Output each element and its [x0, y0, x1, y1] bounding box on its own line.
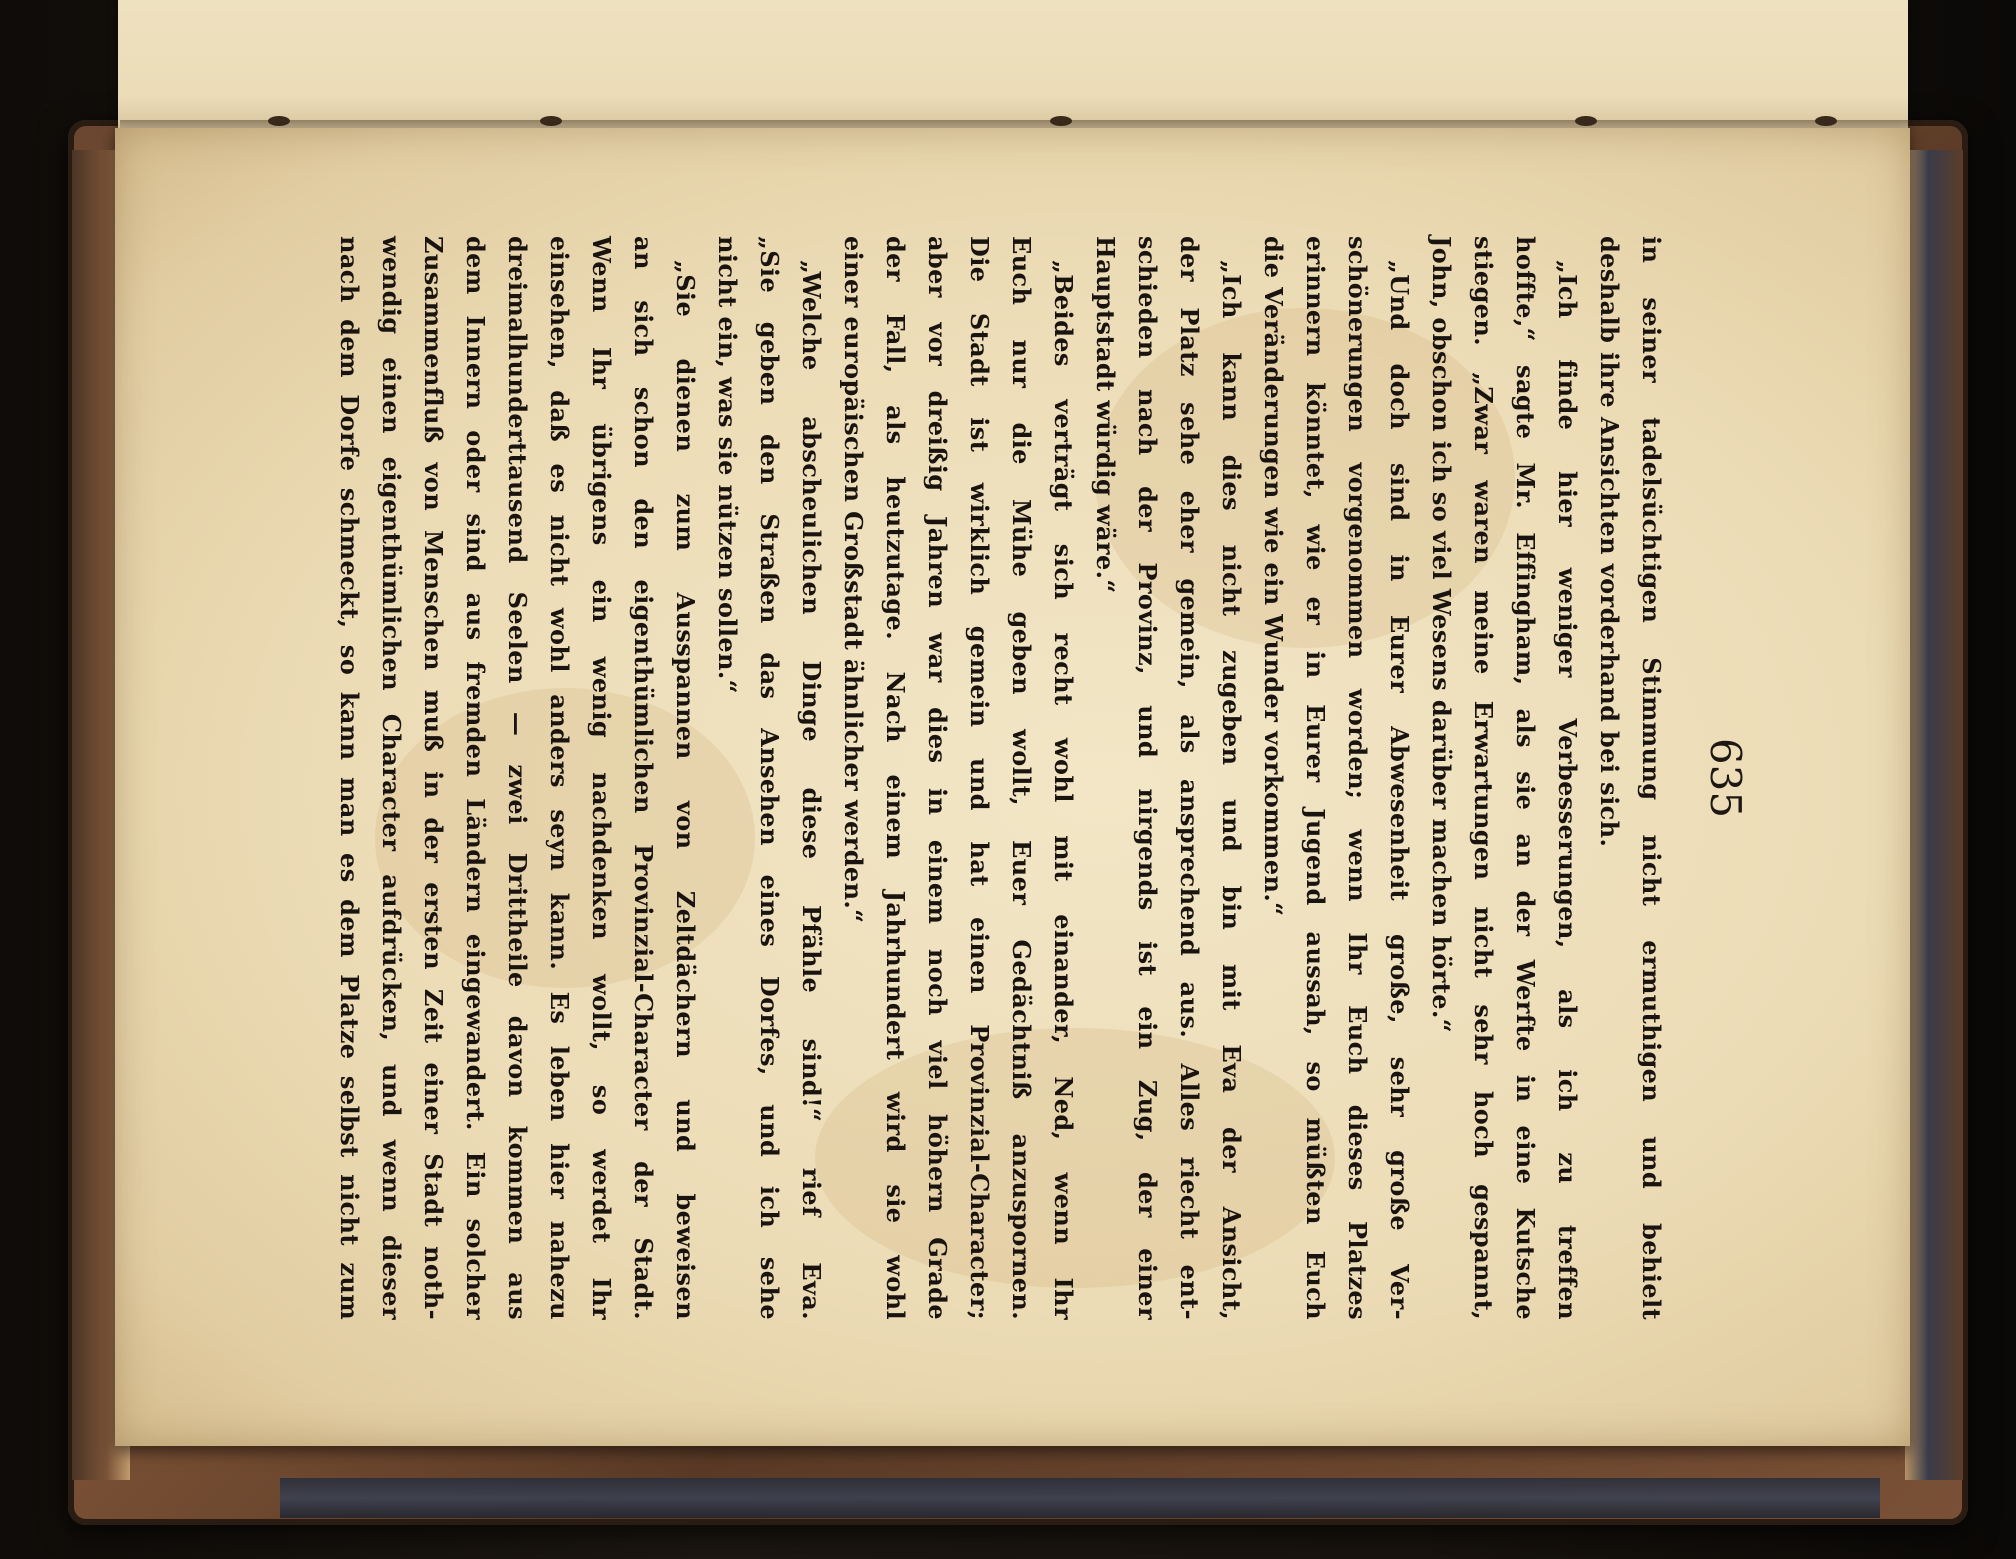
text-line: aber vor dreißig Jahren war dies in einem noch viel höhern Grade	[923, 236, 952, 1320]
binding-stitch	[540, 116, 562, 126]
facing-page	[118, 0, 1908, 128]
text-line: deshalb ihre Ansichten vorderhand bei sich.	[1595, 236, 1624, 848]
text-line: „Welche abscheulichen Dinge diese Pfähle sind!“ rief Eva.	[797, 260, 826, 1320]
text-line: wendig einen eigenthümlichen Character aufdrücken, und wenn dieser	[377, 236, 406, 1320]
text-line: „Und doch sind in Eurer Abwesenheit große, sehr große Ver-	[1385, 260, 1414, 1320]
binding-stitch	[268, 116, 290, 126]
text-line: die Veränderungen wie ein Wunder vorkommen.“	[1259, 236, 1288, 917]
text-line: erinnern könntet, wie er in Eurer Jugend aussah, so müßten Euch	[1301, 236, 1330, 1320]
text-line: „Ich finde hier weniger Verbesserungen, als ich zu treffen	[1553, 260, 1582, 1320]
binding-stitch	[1815, 116, 1837, 126]
text-line: schönerungen vorgenommen worden; wenn Ihr Euch dieses Platzes	[1343, 236, 1372, 1320]
text-line: „Ich kann dies nicht zugeben und bin mit Eva der Ansicht,	[1217, 260, 1246, 1320]
rotated-text	[335, 236, 1760, 1320]
text-lines	[328, 236, 1672, 1320]
text-line: der Fall, als heutzutage. Nach einem Jahrhundert wird sie wohl	[881, 236, 910, 1320]
binding-stitch	[1050, 116, 1072, 126]
binding-edge-right	[1905, 150, 1963, 1480]
text-line: Euch nur die Mühe geben wollt, Euer Gedächtniß anzuspornen.	[1007, 236, 1036, 1320]
text-line: der Platz sehe eher gemein, als ansprechend aus. Alles riecht ent-	[1175, 236, 1204, 1320]
text-line: John, obschon ich so viel Wesens darüber machen hörte.“	[1427, 236, 1456, 1033]
text-line: „Sie dienen zum Ausspannen von Zeltdächern und beweisen	[671, 260, 700, 1320]
text-line: nach dem Dorfe schmeckt, so kann man es dem Platze selbst nicht zum	[335, 236, 364, 1320]
text-line: hoffte,“ sagte Mr. Effingham, als sie an der Werfte in eine Kutsche	[1511, 236, 1540, 1320]
text-line: „Beides verträgt sich recht wohl mit einander, Ned, wenn Ihr	[1049, 260, 1078, 1320]
page-number: 635	[1701, 737, 1750, 819]
text-line: an sich schon den eigenthümlichen Provinzial-Character der Stadt.	[629, 236, 658, 1320]
text-line: Wenn Ihr übrigens ein wenig nachdenken wollt, so werdet Ihr	[587, 236, 616, 1320]
text-line: schieden nach der Provinz, und nirgends ist ein Zug, der einer	[1133, 236, 1162, 1320]
binding-stitch	[1575, 116, 1597, 126]
text-block	[335, 236, 1760, 1320]
text-line: Hauptstadt würdig wäre.“	[1091, 236, 1120, 594]
text-line: einsehen, daß es nicht wohl anders seyn kann. Es leben hier nahezu	[545, 236, 574, 1320]
text-line: in seiner tadelsüchtigen Stimmung nicht ermuthigen und behielt	[1637, 236, 1666, 1320]
text-line: dreimalhunderttausend Seelen — zwei Drittheile davon kommen aus	[503, 236, 532, 1320]
text-line: „Sie geben den Straßen das Ansehen eines Dorfes, und ich sehe	[755, 236, 784, 1320]
text-line: nicht ein, was sie nützen sollen.“	[713, 236, 742, 694]
text-line: Zusammenfluß von Menschen muß in der ersten Zeit einer Stadt noth-	[419, 236, 448, 1320]
binding-edge-bottom	[280, 1478, 1880, 1518]
text-line: stiegen. „Zwar waren meine Erwartungen nicht sehr hoch gespannt,	[1469, 236, 1498, 1320]
text-line: Die Stadt ist wirklich gemein und hat einen Provinzial-Character;	[965, 236, 994, 1320]
text-line: dem Innern oder sind aus fremden Ländern eingewandert. Ein solcher	[461, 236, 490, 1320]
text-line: einer europäischen Großstadt ähnlicher werden.“	[839, 236, 868, 924]
